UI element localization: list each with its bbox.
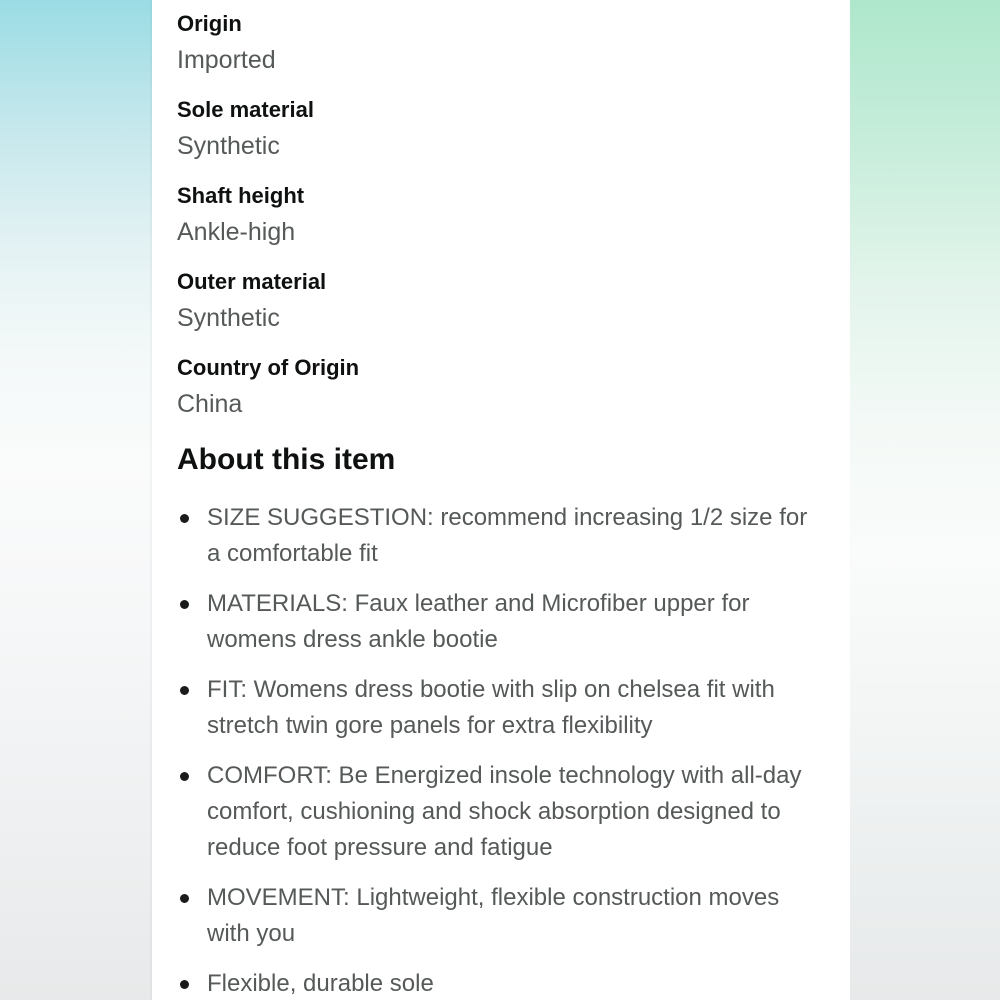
list-item: [177, 880, 825, 952]
bullet-icon: [177, 880, 207, 916]
spec-label: Country of Origin: [177, 355, 360, 380]
about-list: [177, 500, 825, 1000]
spec-value: Imported: [177, 46, 276, 74]
bullet-icon: [177, 758, 207, 794]
spec-label: Shaft height: [177, 183, 305, 208]
list-item: [177, 758, 825, 866]
list-item: [177, 966, 825, 1000]
bullet-icon: [177, 500, 207, 536]
bullet-text: COMFORT: Be Energized insole technology with all-day comfort, cushioning and shock absorption designed to reduce foot pressure and fatigue: [207, 762, 802, 861]
spec-value: Synthetic: [177, 132, 280, 160]
content-panel: [152, 0, 850, 1000]
bullet-text: MATERIALS: Faux leather and Microfiber upper for womens dress ankle bootie: [207, 590, 750, 653]
spec-row: [177, 92, 825, 164]
bullet-text: Flexible, durable sole: [207, 970, 434, 997]
spec-label: Outer material: [177, 269, 327, 294]
spec-label: Origin: [177, 11, 242, 36]
bullet-text: MOVEMENT: Lightweight, flexible construction moves with you: [207, 884, 780, 947]
right-gradient-background: [850, 0, 1000, 1000]
list-item: [177, 586, 825, 658]
spec-list: [177, 6, 825, 422]
list-item: [177, 500, 825, 572]
bullet-icon: [177, 966, 207, 1000]
spec-row: [177, 350, 825, 422]
bullet-icon: [177, 586, 207, 622]
spec-row: [177, 178, 825, 250]
spec-label: Sole material: [177, 97, 314, 122]
spec-value: China: [177, 390, 243, 418]
spec-value: Synthetic: [177, 304, 280, 332]
about-this-item-heading: About this item: [177, 443, 396, 476]
bullet-text: SIZE SUGGESTION: recommend increasing 1/2 size for a comfortable fit: [207, 504, 808, 567]
list-item: [177, 672, 825, 744]
spec-value: Ankle-high: [177, 218, 296, 246]
bullet-icon: [177, 672, 207, 708]
left-gradient-background: [0, 0, 152, 1000]
spec-row: [177, 6, 825, 78]
bullet-text: FIT: Womens dress bootie with slip on chelsea fit with stretch twin gore panels for extra flexibility: [207, 676, 775, 739]
spec-row: [177, 264, 825, 336]
